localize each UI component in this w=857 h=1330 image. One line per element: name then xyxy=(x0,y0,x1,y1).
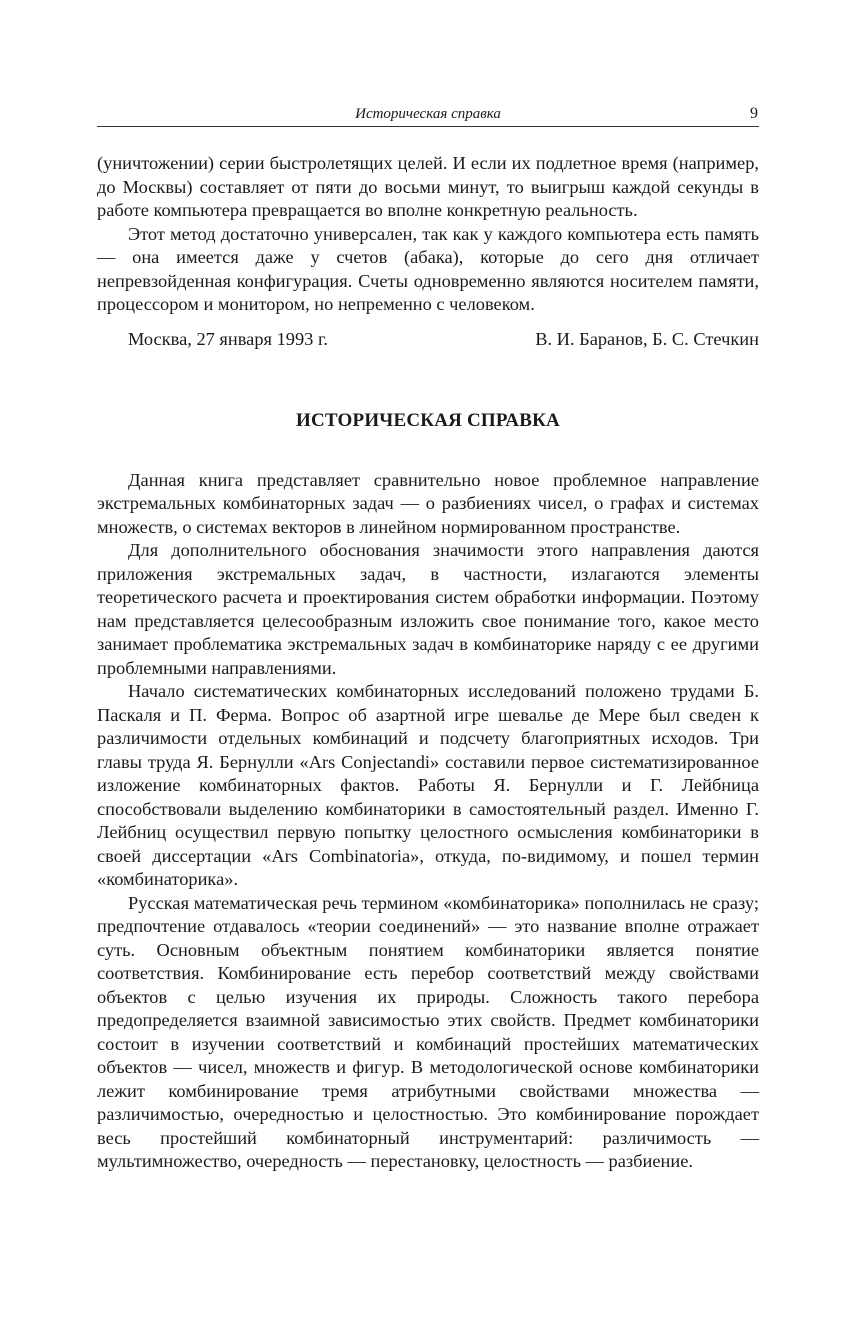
running-title: Историческая справка xyxy=(355,106,501,122)
running-head xyxy=(97,104,759,127)
text-block xyxy=(97,152,759,1174)
preface-paragraph: (уничтожении) серии быстролетящих целей. И если их подлетное время (например, до Москвы) составляет от пяти до восьми минут, то выигрыш каждой секунды в работе компьютера превращается во вполне конкретную реальность. xyxy=(97,153,759,220)
signature-authors: В. И. Баранов, Б. С. Стечкин xyxy=(535,328,759,349)
section-heading: ИСТОРИЧЕСКАЯ СПРАВКА xyxy=(296,410,560,431)
section-paragraph: Начало систематических комбинаторных исследований положено трудами Б. Паскаля и П. Ферма. Вопрос об азартной игре шевалье де Мере был сведен к различимости отдельных комбинаций и подсчету благоприятных исходов. Три главы труда Я. Бернулли «Ars Conjectandi» составили первое систематизированное изложение комбинаторных фактов. Работы Я. Бернулли и Г. Лейбница способствовали выделению комбинаторики в самостоятельный раздел. Именно Г. Лейбниц осуществил первую попытку целостного осмысления комбинаторики в своей диссертации «Ars Combinatoria», откуда, по-видимому, и пошел термин «комбинаторика». xyxy=(97,681,759,889)
preface-paragraph: Этот метод достаточно универсален, так как у каждого компьютера есть память — она имеется даже у счетов (абака), которые до сего дня отличает непревзойденная конфигурация. Счеты одновременно являются носителем памяти, процессором и монитором, но непременно с человеком. xyxy=(97,223,759,314)
preface-signature xyxy=(97,328,759,352)
section-paragraph: Для дополнительного обоснования значимости этого направления даются приложения экстремальных задач, в частности, излагаются элементы теоретического расчета и проектирования систем обработки информации. Поэтому нам представляется целесообразным изложить свое понимание того, какое место занимает проблематика экстремальных задач в комбинаторике наряду с ее другими проблемными направлениями. xyxy=(97,540,759,678)
page-number: 9 xyxy=(750,105,758,122)
signature-place-date: Москва, 27 января 1993 г. xyxy=(128,328,329,349)
section-paragraph: Русская математическая речь термином «комбинаторика» пополнилась не сразу; предпочтение отдавалось «теории соединений» — это название вполне отражает суть. Основным объектным понятием комбинаторики является понятие соответствия. Комбинирование есть перебор соответствий между свойствами объектов с целью изучения их природы. Сложность такого перебора предопределяется взаимной зависимостью этих свойств. Предмет комбинаторики состоит в изучении соответствий и комбинаций простейших математических объектов — чисел, множеств и фигур. В методологической основе комбинаторики лежит комбинирование тремя атрибутными свойствами множества — различимостью, очередностью и целостностью. Это комбинирование порождает весь простейший комбинаторный инструментарий: различимость — мультимножество, очередность — перестановку, целостность — разбиение. xyxy=(97,892,759,1171)
section-paragraph: Данная книга представляет сравнительно новое проблемное направление экстремальных комбинаторных задач — о разбиениях чисел, о графах и системах множеств, о системах векторов в линейном нормированном пространстве. xyxy=(97,469,759,537)
